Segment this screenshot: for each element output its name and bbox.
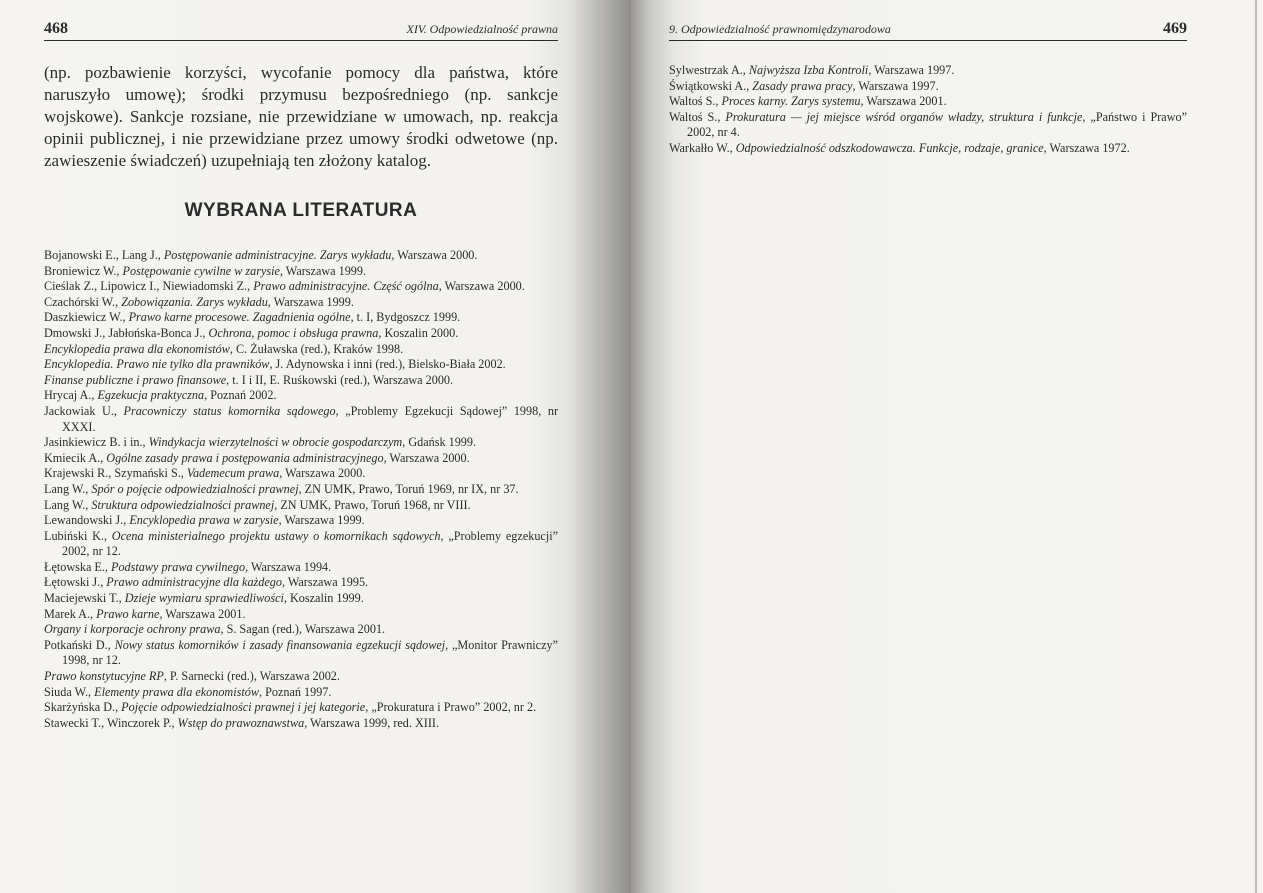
entry-title: Postępowanie administracyjne. Zarys wykładu — [163, 248, 392, 262]
entry-author: Lubiński K., — [44, 528, 112, 543]
entry-author: Jasinkiewicz B. i in., — [44, 435, 149, 450]
entry-author: Daszkiewicz W., — [44, 310, 129, 325]
entry-details: , Warszawa 1999, red. XIII. — [304, 715, 440, 730]
entry-title: Pracowniczy status komornika sądowego — [123, 403, 336, 418]
entry-title: Spór o pojęcie odpowiedzialności prawnej — [91, 481, 299, 496]
entry-title: Prawo karne procesowe. Zagadnienia ogólne — [128, 310, 351, 325]
entry-title: Zasady prawa pracy — [752, 78, 853, 93]
entry-title: Ogólne zasady prawa i postępowania administracyjnego — [106, 450, 384, 465]
entry-details: , ZN UMK, Prawo, Toruń 1969, nr IX, nr 37. — [298, 481, 519, 496]
entry-author: Stawecki T., Winczorek P., — [44, 715, 178, 730]
entry-details: , Warszawa 1994. — [245, 559, 332, 574]
bibliography-entry — [44, 373, 558, 389]
entry-details: , t. I, Bydgoszcz 1999. — [350, 310, 461, 325]
bibliography-entry — [44, 404, 558, 435]
entry-author: Maciejewski T., — [44, 591, 125, 606]
bibliography-list-left — [44, 248, 558, 731]
entry-details: , „Problemy egzekucji” 2002, nr 12. — [62, 528, 559, 559]
bibliography-entry — [44, 685, 558, 701]
bibliography-entry — [669, 141, 1187, 157]
entry-details: , Warszawa 1997. — [868, 63, 955, 77]
bibliography-entry — [44, 248, 558, 264]
entry-details: , „Prokuratura i Prawo” 2002, nr 2. — [365, 700, 537, 715]
entry-details: , „Monitor Prawniczy” 1998, nr 12. — [62, 637, 559, 668]
entry-title: Ocena ministerialnego projektu ustawy o komornikach sądowych — [111, 528, 441, 543]
entry-title: Prokuratura — jej miejsce wśród organów władzy, struktura i funkcje — [725, 109, 1083, 124]
entry-details: , Warszawa 1995. — [281, 575, 369, 590]
entry-author: Lang W., — [44, 497, 92, 512]
bibliography-entry — [44, 435, 558, 451]
entry-details: , Warszawa 1997. — [852, 78, 939, 93]
page-edge-divider — [1255, 0, 1257, 893]
bibliography-entry — [669, 110, 1187, 141]
bibliography-entry — [44, 342, 558, 358]
entry-title: Najwyższa Izba Kontroli — [748, 63, 869, 77]
entry-details: , S. Sagan (red.), Warszawa 2001. — [220, 622, 386, 637]
bibliography-entry — [44, 279, 558, 295]
entry-details: , Poznań 2002. — [204, 388, 277, 403]
entry-details: , Koszalin 1999. — [283, 591, 364, 606]
bibliography-entry — [44, 498, 558, 514]
entry-title: Postępowanie cywilne w zarysie — [122, 263, 280, 278]
entry-details: , Warszawa 2000. — [438, 279, 525, 294]
entry-author: Bojanowski E., Lang J., — [44, 248, 164, 262]
right-running-head: 9. Odpowiedzialność prawnomiędzynarodowa — [669, 22, 891, 36]
right-page-header — [669, 20, 1187, 41]
entry-author: Waltoś S., — [669, 94, 722, 109]
entry-details: , C. Żuławska (red.), Kraków 1998. — [229, 341, 404, 356]
bibliography-entry — [44, 591, 558, 607]
entry-details: , Warszawa 2001. — [860, 94, 947, 109]
bibliography-entry — [44, 310, 558, 326]
bibliography-entry — [44, 326, 558, 342]
entry-title: Ochrona, pomoc i obsługa prawna — [208, 325, 379, 340]
bibliography-entry — [44, 295, 558, 311]
entry-author: Czachórski W., — [44, 294, 122, 309]
left-page-number: 468 — [44, 20, 68, 37]
entry-title: Prawo administracyjne. Część ogólna — [253, 279, 439, 294]
entry-title: Finanse publiczne i prawo finansowe — [44, 372, 227, 387]
bibliography-entry — [44, 638, 558, 669]
entry-details: , P. Sarnecki (red.), Warszawa 2002. — [163, 669, 340, 684]
entry-title: Podstawy prawa cywilnego — [111, 559, 246, 574]
entry-details: , Poznań 1997. — [258, 684, 332, 699]
entry-details: , Warszawa 1972. — [1043, 140, 1130, 155]
bibliography-entry — [44, 622, 558, 638]
entry-title: Prawo administracyjne dla każdego — [106, 575, 282, 590]
bibliography-entry — [669, 94, 1187, 110]
entry-title: Struktura odpowiedzialności prawnej — [91, 497, 275, 512]
entry-title: Organy i korporacje ochrony prawa — [44, 622, 221, 637]
bibliography-entry — [44, 529, 558, 560]
entry-title: Vademecum prawa — [186, 466, 280, 481]
left-page-header — [44, 20, 558, 41]
right-page — [631, 0, 1263, 893]
bibliography-entry — [669, 79, 1187, 95]
entry-title: Zobowiązania. Zarys wykładu — [121, 294, 268, 309]
entry-author: Skarżyńska D., — [44, 700, 122, 715]
entry-author: Dmowski J., Jabłońska-Bonca J., — [44, 325, 209, 340]
entry-author: Waltoś S., — [669, 109, 726, 124]
entry-details: , „Państwo i Prawo” 2002, nr 4. — [687, 109, 1188, 140]
entry-title: Encyklopedia. Prawo nie tylko dla prawników — [44, 357, 270, 372]
bibliography-entry — [44, 575, 558, 591]
entry-author: Marek A., — [44, 606, 97, 621]
entry-author: Jackowiak U., — [44, 403, 124, 418]
entry-details: , ZN UMK, Prawo, Toruń 1968, nr VIII. — [274, 497, 471, 512]
bibliography-entry — [44, 669, 558, 685]
bibliography-entry — [44, 466, 558, 482]
bibliography-entry — [44, 607, 558, 623]
entry-title: Prawo karne — [96, 606, 160, 621]
entry-details: , Warszawa 2000. — [391, 248, 478, 262]
entry-author: Broniewicz W., — [44, 263, 123, 278]
left-page — [0, 0, 631, 893]
entry-author: Krajewski R., Szymański S., — [44, 466, 187, 481]
entry-author: Łętowski J., — [44, 575, 107, 590]
bibliography-entry — [44, 716, 558, 732]
bibliography-entry — [44, 513, 558, 529]
entry-title: Pojęcie odpowiedzialności prawnej i jej kategorie — [121, 700, 366, 715]
entry-title: Wstęp do prawoznawstwa — [177, 715, 305, 730]
entry-author: Hrycaj A., — [44, 388, 98, 403]
entry-title: Encyklopedia prawa w zarysie — [129, 513, 279, 528]
entry-details: , t. I i II, E. Ruśkowski (red.), Warszawa 2000. — [226, 372, 454, 387]
entry-author: Warkałło W., — [669, 140, 736, 155]
entry-title: Elementy prawa dla ekonomistów — [94, 684, 259, 699]
entry-author: Sylwestrzak A., — [669, 63, 749, 77]
entry-title: Odpowiedzialność odszkodowawcza. Funkcje, rodzaje, granice — [735, 140, 1044, 155]
bibliography-entry — [44, 482, 558, 498]
entry-details: , Warszawa 2001. — [159, 606, 246, 621]
entry-title: Dzieje wymiaru sprawiedliwości — [124, 591, 284, 606]
entry-author: Łętowska E., — [44, 559, 112, 574]
bibliography-list-right — [669, 63, 1187, 157]
entry-title: Nowy status komorników i zasady finansowania egzekucji sądowej — [114, 637, 446, 652]
entry-details: , Warszawa 2000. — [383, 450, 470, 465]
entry-details: , Warszawa 1999. — [279, 263, 367, 278]
entry-author: Kmiecik A., — [44, 450, 107, 465]
entry-title: Encyklopedia prawa dla ekonomistów — [44, 341, 230, 356]
entry-details: , Warszawa 1999. — [267, 294, 354, 309]
entry-details: , Warszawa 1999. — [278, 513, 365, 528]
entry-details: , Koszalin 2000. — [378, 325, 459, 340]
section-title: WYBRANA LITERATURA — [184, 200, 418, 221]
entry-title: Proces karny. Zarys systemu — [721, 94, 861, 109]
bibliography-entry — [44, 357, 558, 373]
bibliography-entry — [44, 451, 558, 467]
bibliography-entry — [44, 700, 558, 716]
body-paragraph: (np. pozbawienie korzyści, wycofanie pomocy dla państwa, które naruszyło umowę); środki przymusu bezpośredniego (np. sankcje wojskowe). Sankcje rozsiane, nie przewidziane w umowach, np. reakcja opinii publicznej, i nie przewidziane przez umowy środki odwetowe (np. zawieszenie świadczeń) uzupełniają ten złożony katalog. — [44, 63, 558, 170]
entry-author: Siuda W., — [44, 684, 95, 699]
entry-details: , „Problemy Egzekucji Sądowej” 1998, nr XXXI. — [62, 403, 558, 434]
bibliography-entry — [44, 264, 558, 280]
entry-details: , Gdańsk 1999. — [402, 435, 477, 450]
bibliography-entry — [44, 388, 558, 404]
right-page-number: 469 — [1163, 20, 1187, 37]
entry-details: , Warszawa 2000. — [279, 466, 366, 481]
entry-author: Lang W., — [44, 481, 92, 496]
bibliography-entry — [44, 560, 558, 576]
entry-author: Świątkowski A., — [669, 78, 753, 93]
entry-title: Prawo konstytucyjne RP — [44, 669, 164, 684]
left-running-head: XIV. Odpowiedzialność prawna — [406, 22, 558, 36]
entry-details: , J. Adynowska i inni (red.), Bielsko-Biała 2002. — [269, 357, 506, 372]
entry-title: Windykacja wierzytelności w obrocie gospodarczym — [148, 435, 403, 450]
entry-title: Egzekucja praktyczna — [97, 388, 205, 403]
bibliography-entry — [669, 63, 1187, 79]
entry-author: Lewandowski J., — [44, 513, 130, 528]
entry-author: Potkański D., — [44, 637, 115, 652]
entry-author: Cieślak Z., Lipowicz I., Niewiadomski Z., — [44, 279, 254, 294]
